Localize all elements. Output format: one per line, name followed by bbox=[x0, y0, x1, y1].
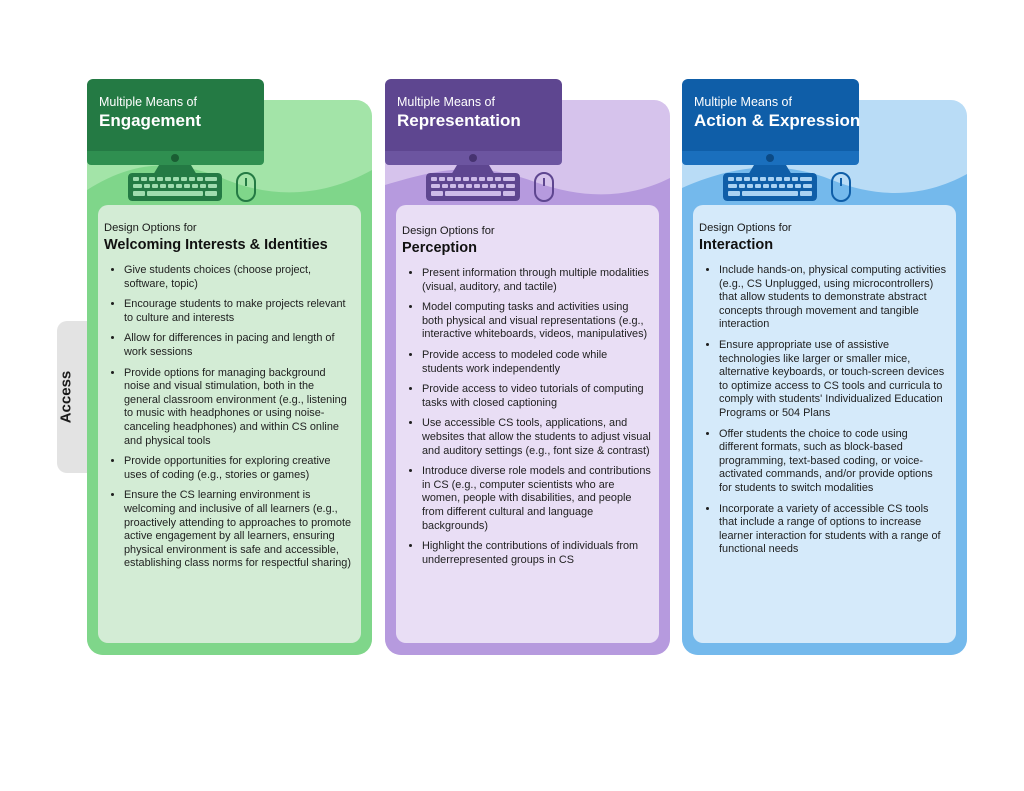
engagement-list bbox=[104, 264, 353, 578]
list-item: • Highlight the contributions of individuals from underrepresented groups in CS bbox=[422, 540, 651, 567]
list-item: • Provide opportunities for exploring creative uses of coding (e.g., stories or games) bbox=[124, 455, 353, 482]
keyboard-icon bbox=[128, 173, 222, 201]
action-expression-monitor-icon bbox=[682, 79, 859, 165]
monitor-subtitle: Multiple Means of bbox=[397, 95, 495, 109]
power-dot-icon bbox=[171, 154, 179, 162]
engagement-card-heading: Welcoming Interests & Identities bbox=[104, 237, 328, 253]
list-item: • Incorporate a variety of accessible CS tools that include a range of options to increase learner interaction for students with a range of functional needs bbox=[719, 503, 948, 557]
power-dot-icon bbox=[469, 154, 477, 162]
monitor-title: Engagement bbox=[99, 111, 202, 130]
monitor-subtitle: Multiple Means of bbox=[99, 95, 197, 109]
representation-monitor-icon bbox=[385, 79, 562, 165]
list-item: • Introduce diverse role models and contributions in CS (e.g., computer scientists who are women, people with disabilities, and people from different cultural and language backgrounds) bbox=[422, 465, 651, 533]
list-item: • Include hands-on, physical computing activities (e.g., CS Unplugged, using microcontrollers) that allow students to demonstrate abstract concepts through movement and tangible interaction bbox=[719, 264, 948, 332]
action-expression-card-subtitle: Design Options for bbox=[699, 222, 792, 234]
list-item: • Ensure appropriate use of assistive technologies like larger or smaller mice, alternative keyboards, or touch-screen devices to optimize access to CS tools and curricula to comply with students' Individualized Education Programs or 504 Plans bbox=[719, 339, 948, 421]
list-item: • Allow for differences in pacing and length of work sessions bbox=[124, 332, 353, 359]
list-item: • Give students choices (choose project, software, topic) bbox=[124, 264, 353, 291]
engagement-card-subtitle: Design Options for bbox=[104, 222, 197, 234]
representation-card bbox=[396, 205, 659, 643]
list-item: • Offer students the choice to code using different formats, such as block-based programming, text-based coding, or voice-activated commands, and/or provide options for students to switch modalities bbox=[719, 428, 948, 496]
list-item: • Present information through multiple modalities (visual, auditory, and tactile) bbox=[422, 267, 651, 294]
power-dot-icon bbox=[766, 154, 774, 162]
monitor-subtitle: Multiple Means of bbox=[694, 95, 792, 109]
monitor-title: Action & Expression bbox=[694, 111, 861, 130]
mouse-icon bbox=[831, 172, 851, 202]
list-item: • Provide access to video tutorials of computing tasks with closed captioning bbox=[422, 383, 651, 410]
action-expression-card bbox=[693, 205, 956, 643]
representation-card-heading: Perception bbox=[402, 240, 477, 256]
engagement-monitor-icon bbox=[87, 79, 264, 165]
representation-list bbox=[402, 267, 651, 574]
monitor-title: Representation bbox=[397, 111, 521, 130]
representation-card-subtitle: Design Options for bbox=[402, 225, 495, 237]
list-item: • Ensure the CS learning environment is welcoming and inclusive of all learners (e.g., proactively attending to approaches to promote active engagement by all learners, ensuring physical environment is safe and accessible, establishing class norms for respectful sharing) bbox=[124, 489, 353, 571]
list-item: • Encourage students to make projects relevant to culture and interests bbox=[124, 298, 353, 325]
keyboard-icon bbox=[723, 173, 817, 201]
mouse-icon bbox=[534, 172, 554, 202]
list-item: • Provide access to modeled code while students work independently bbox=[422, 349, 651, 376]
engagement-card bbox=[98, 205, 361, 643]
list-item: • Model computing tasks and activities using both physical and visual representations (e.g., interactive whiteboards, videos, manipulatives) bbox=[422, 301, 651, 342]
list-item: • Use accessible CS tools, applications, and websites that allow the students to adjust visual and auditory settings (e.g., font size & contrast) bbox=[422, 417, 651, 458]
action-expression-card-heading: Interaction bbox=[699, 237, 774, 253]
access-label: Access bbox=[57, 370, 75, 424]
list-item: • Provide options for managing background noise and visual stimulation, both in the general classroom environment (e.g., listening to music with headphones or using noise-canceling headphones) and within CS online and physical tools bbox=[124, 367, 353, 449]
keyboard-icon bbox=[426, 173, 520, 201]
action-expression-list bbox=[699, 264, 948, 564]
mouse-icon bbox=[236, 172, 256, 202]
